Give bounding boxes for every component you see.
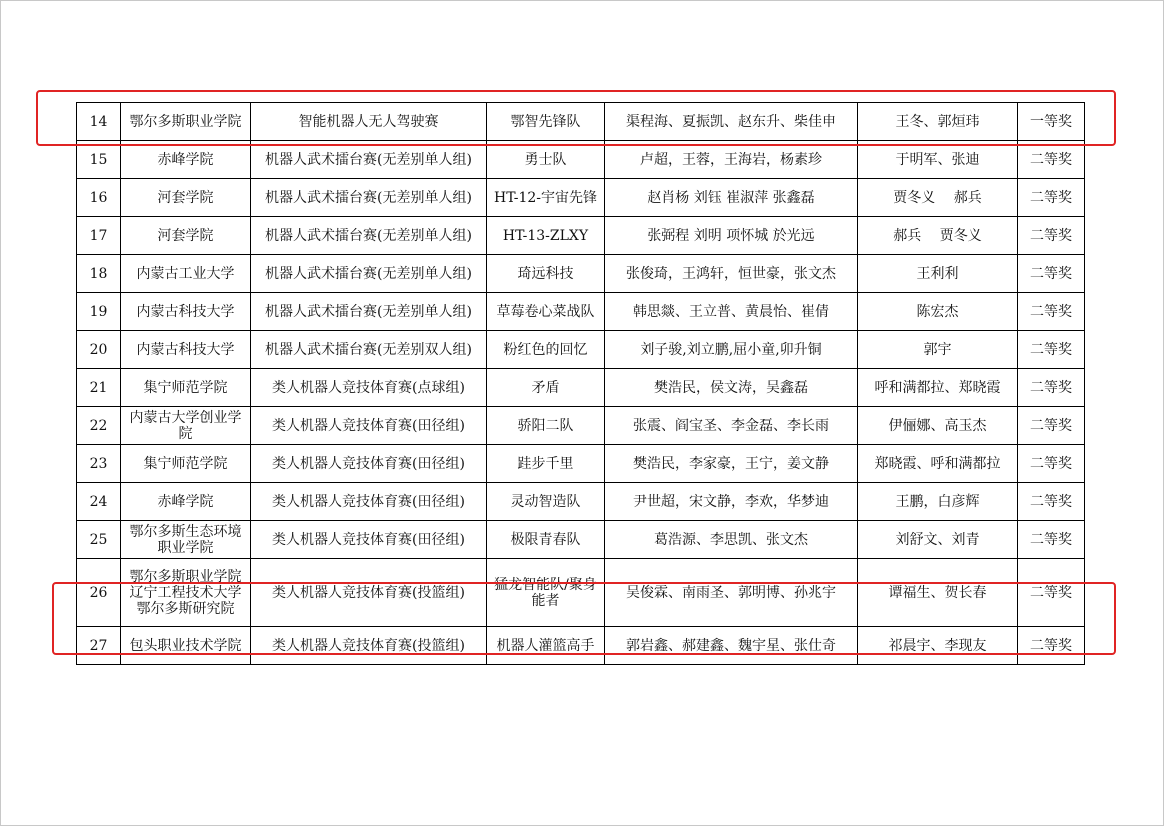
school-name: 鄂尔多斯职业学院 — [121, 103, 251, 141]
row-number: 15 — [77, 141, 121, 179]
event-name: 智能机器人无人驾驶赛 — [251, 103, 487, 141]
row-number: 23 — [77, 445, 121, 483]
event-name: 类人机器人竞技体育赛(田径组) — [251, 407, 487, 445]
event-name: 机器人武术擂台赛(无差别单人组) — [251, 217, 487, 255]
advisors: 陈宏杰 — [858, 293, 1018, 331]
award-level: 二等奖 — [1018, 521, 1085, 559]
advisors: 郭宇 — [858, 331, 1018, 369]
team-name: 猛龙智能队/聚身能者 — [487, 559, 605, 627]
award-level: 一等奖 — [1018, 103, 1085, 141]
advisors: 贾冬义 郝兵 — [858, 179, 1018, 217]
advisors: 王利利 — [858, 255, 1018, 293]
award-level: 二等奖 — [1018, 559, 1085, 627]
award-level: 二等奖 — [1018, 179, 1085, 217]
advisors: 刘舒文、刘青 — [858, 521, 1018, 559]
row-number: 26 — [77, 559, 121, 627]
school-name: 内蒙古科技大学 — [121, 293, 251, 331]
school-name: 赤峰学院 — [121, 483, 251, 521]
team-members: 樊浩民，李家豪，王宁，姜文静 — [605, 445, 858, 483]
award-level: 二等奖 — [1018, 627, 1085, 665]
award-level: 二等奖 — [1018, 293, 1085, 331]
team-members: 郭岩鑫、郝建鑫、魏宇星、张仕奇 — [605, 627, 858, 665]
school-name: 河套学院 — [121, 217, 251, 255]
team-name: 机器人灌篮高手 — [487, 627, 605, 665]
team-name: 粉红色的回忆 — [487, 331, 605, 369]
row-number: 21 — [77, 369, 121, 407]
row-number: 17 — [77, 217, 121, 255]
table-row — [77, 217, 1085, 255]
team-name: 骄阳二队 — [487, 407, 605, 445]
event-name: 机器人武术擂台赛(无差别单人组) — [251, 293, 487, 331]
event-name: 机器人武术擂台赛(无差别单人组) — [251, 255, 487, 293]
advisors: 郑晓霞、呼和满都拉 — [858, 445, 1018, 483]
advisors: 王冬、郭烜玮 — [858, 103, 1018, 141]
team-members: 卢超，王蓉，王海岩，杨素珍 — [605, 141, 858, 179]
table-row — [77, 255, 1085, 293]
school-name: 内蒙古大学创业学院 — [121, 407, 251, 445]
award-level: 二等奖 — [1018, 369, 1085, 407]
event-name: 类人机器人竞技体育赛(田径组) — [251, 483, 487, 521]
event-name: 类人机器人竞技体育赛(点球组) — [251, 369, 487, 407]
team-name: 跬步千里 — [487, 445, 605, 483]
table-row — [77, 627, 1085, 665]
advisors: 于明军、张迪 — [858, 141, 1018, 179]
team-members: 刘子骏,刘立鹏,屈小童,卯升铜 — [605, 331, 858, 369]
awards-table — [76, 102, 1085, 665]
team-members: 张震、阎宝圣、李金磊、李长雨 — [605, 407, 858, 445]
awards-table-body — [77, 103, 1085, 665]
team-members: 赵肖杨 刘钰 崔淑萍 张鑫磊 — [605, 179, 858, 217]
school-name: 鄂尔多斯职业学院辽宁工程技术大学鄂尔多斯研究院 — [121, 559, 251, 627]
team-name: 灵动智造队 — [487, 483, 605, 521]
school-name: 河套学院 — [121, 179, 251, 217]
event-name: 机器人武术擂台赛(无差别单人组) — [251, 179, 487, 217]
team-name: 极限青春队 — [487, 521, 605, 559]
team-members: 樊浩民，侯文涛，吴鑫磊 — [605, 369, 858, 407]
team-members: 尹世超，宋文静，李欢，华梦迪 — [605, 483, 858, 521]
row-number: 19 — [77, 293, 121, 331]
team-name: 勇士队 — [487, 141, 605, 179]
row-number: 18 — [77, 255, 121, 293]
advisors: 伊俪娜、高玉杰 — [858, 407, 1018, 445]
team-name: HT-13-ZLXY — [487, 217, 605, 255]
table-row — [77, 445, 1085, 483]
team-name: 草莓卷心菜战队 — [487, 293, 605, 331]
school-name: 内蒙古科技大学 — [121, 331, 251, 369]
table-row — [77, 369, 1085, 407]
team-members: 渠程海、夏振凯、赵东升、柴佳申 — [605, 103, 858, 141]
advisors: 祁晨宇、李现友 — [858, 627, 1018, 665]
row-number: 20 — [77, 331, 121, 369]
advisors: 王鹏，白彦辉 — [858, 483, 1018, 521]
award-level: 二等奖 — [1018, 483, 1085, 521]
advisors: 呼和满都拉、郑晓霞 — [858, 369, 1018, 407]
event-name: 机器人武术擂台赛(无差别单人组) — [251, 141, 487, 179]
award-level: 二等奖 — [1018, 217, 1085, 255]
team-members: 吴俊霖、南雨圣、郭明博、孙兆宇 — [605, 559, 858, 627]
event-name: 类人机器人竞技体育赛(田径组) — [251, 521, 487, 559]
school-name: 赤峰学院 — [121, 141, 251, 179]
team-name: 鄂智先锋队 — [487, 103, 605, 141]
school-name: 包头职业技术学院 — [121, 627, 251, 665]
row-number: 24 — [77, 483, 121, 521]
row-number: 27 — [77, 627, 121, 665]
table-row — [77, 179, 1085, 217]
table-row — [77, 559, 1085, 627]
table-row — [77, 521, 1085, 559]
advisors: 谭福生、贺长春 — [858, 559, 1018, 627]
table-row — [77, 331, 1085, 369]
team-members: 韩思燚、王立普、黄晨怡、崔倩 — [605, 293, 858, 331]
team-name: 琦远科技 — [487, 255, 605, 293]
event-name: 类人机器人竞技体育赛(田径组) — [251, 445, 487, 483]
team-name: HT-12-宇宙先锋 — [487, 179, 605, 217]
team-members: 张俊琦，王鸿轩，恒世豪，张文杰 — [605, 255, 858, 293]
school-name: 内蒙古工业大学 — [121, 255, 251, 293]
award-level: 二等奖 — [1018, 255, 1085, 293]
team-members: 张弼程 刘明 项怀城 於光远 — [605, 217, 858, 255]
table-row — [77, 141, 1085, 179]
event-name: 机器人武术擂台赛(无差别双人组) — [251, 331, 487, 369]
award-level: 二等奖 — [1018, 445, 1085, 483]
table-row — [77, 293, 1085, 331]
award-level: 二等奖 — [1018, 331, 1085, 369]
school-name: 集宁师范学院 — [121, 369, 251, 407]
row-number: 22 — [77, 407, 121, 445]
table-row — [77, 103, 1085, 141]
row-number: 14 — [77, 103, 121, 141]
event-name: 类人机器人竞技体育赛(投篮组) — [251, 559, 487, 627]
team-members: 葛浩源、李思凯、张文杰 — [605, 521, 858, 559]
award-level: 二等奖 — [1018, 407, 1085, 445]
table-row — [77, 407, 1085, 445]
school-name: 鄂尔多斯生态环境职业学院 — [121, 521, 251, 559]
event-name: 类人机器人竞技体育赛(投篮组) — [251, 627, 487, 665]
row-number: 16 — [77, 179, 121, 217]
school-name: 集宁师范学院 — [121, 445, 251, 483]
advisors: 郝兵 贾冬义 — [858, 217, 1018, 255]
award-level: 二等奖 — [1018, 141, 1085, 179]
table-row — [77, 483, 1085, 521]
team-name: 矛盾 — [487, 369, 605, 407]
row-number: 25 — [77, 521, 121, 559]
